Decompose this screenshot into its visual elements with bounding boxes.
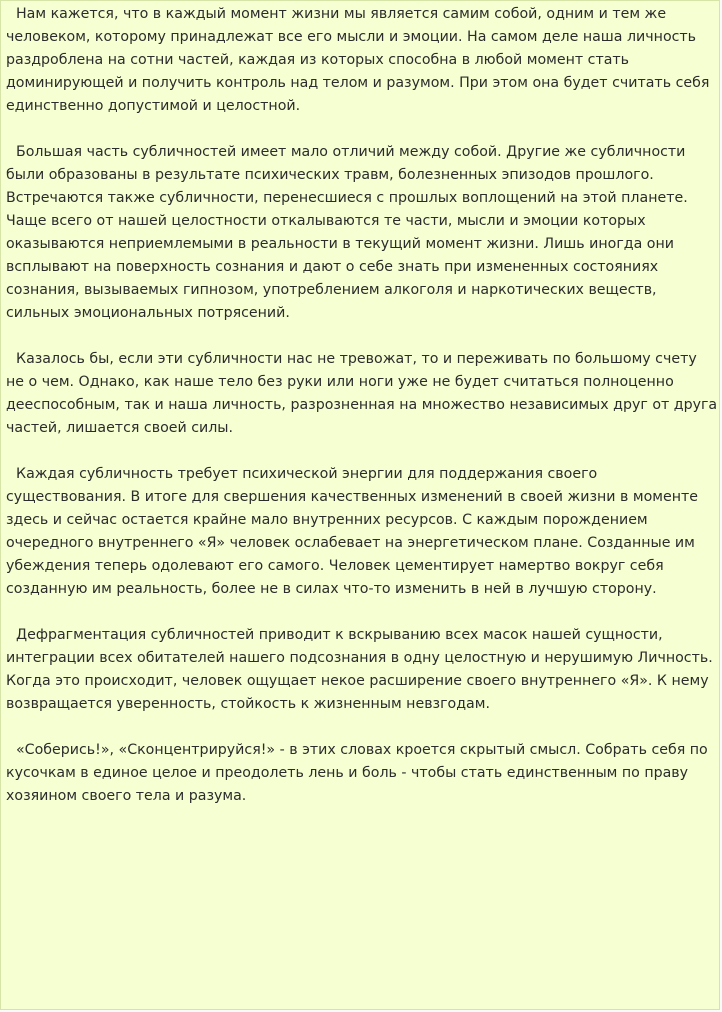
paragraph-4: Каждая субличность требует психической энергии для поддержания своего существования. В итоге для свершения качественных изменений в своей жизни в моменте здесь и сейчас остается крайне мало внутренних ресурсов. С каждым порождением очередного внутреннего «Я» человек ослабевает на энергетическом плане. Созданные им убеждения теперь одолевают его самого. Человек цементирует намертво вокруг себя созданную им реальность, более не в силах что-то изменить в ней в лучшую сторону. xyxy=(6,466,698,597)
paragraph-2: Большая часть субличностей имеет мало отличий между собой. Другие же субличности были образованы в результате психических травм, болезненных эпизодов прошлого. Встречаются также субличности, перенесшиеся с прошлых воплощений на этой планете. Чаще всего от нашей целостности откалываются те части, мысли и эмоции которых оказываются неприемлемыми в реальности в текущий момент жизни. Лишь иногда они всплывают на поверхность сознания и дают о себе знать при измененных состояниях сознания, вызываемых гипнозом, употреблением алкоголя и наркотических веществ, сильных эмоциональных потрясений. xyxy=(6,144,688,321)
paragraph-1: Нам кажется, что в каждый момент жизни мы является самим собой, одним и тем же человеком, которому принадлежат все его мысли и эмоции. На самом деле наша личность раздроблена на сотни частей, каждая из которых способна в любой момент стать доминирующей и получить контроль над телом и разумом. При этом она будет считать себя единственно допустимой и целостной. xyxy=(6,6,710,114)
paragraph-6: «Соберись!», «Сконцентрируйся!» - в этих словах кроется скрытый смысл. Собрать себя по кусочкам в единое целое и преодолеть лень и боль - чтобы стать единственным по праву хозяином своего тела и разума. xyxy=(6,742,708,804)
article-body xyxy=(6,1,718,808)
paragraph-3: Казалось бы, если эти субличности нас не тревожат, то и переживать по большому счету не о чем. Однако, как наше тело без руки или ноги уже не будет считаться полноценно дееспособным, так и наша личность, разрозненная на множество независимых друг от друга частей, лишается своей силы. xyxy=(6,351,718,436)
paragraph-5: Дефрагментация субличностей приводит к вскрыванию всех масок нашей сущности, интеграции всех обитателей нашего подсознания в одну целостную и нерушимую Личность. Когда это происходит, человек ощущает некое расширение своего внутреннего «Я». К нему возвращается уверенность, стойкость к жизненным невзгодам. xyxy=(6,627,713,712)
